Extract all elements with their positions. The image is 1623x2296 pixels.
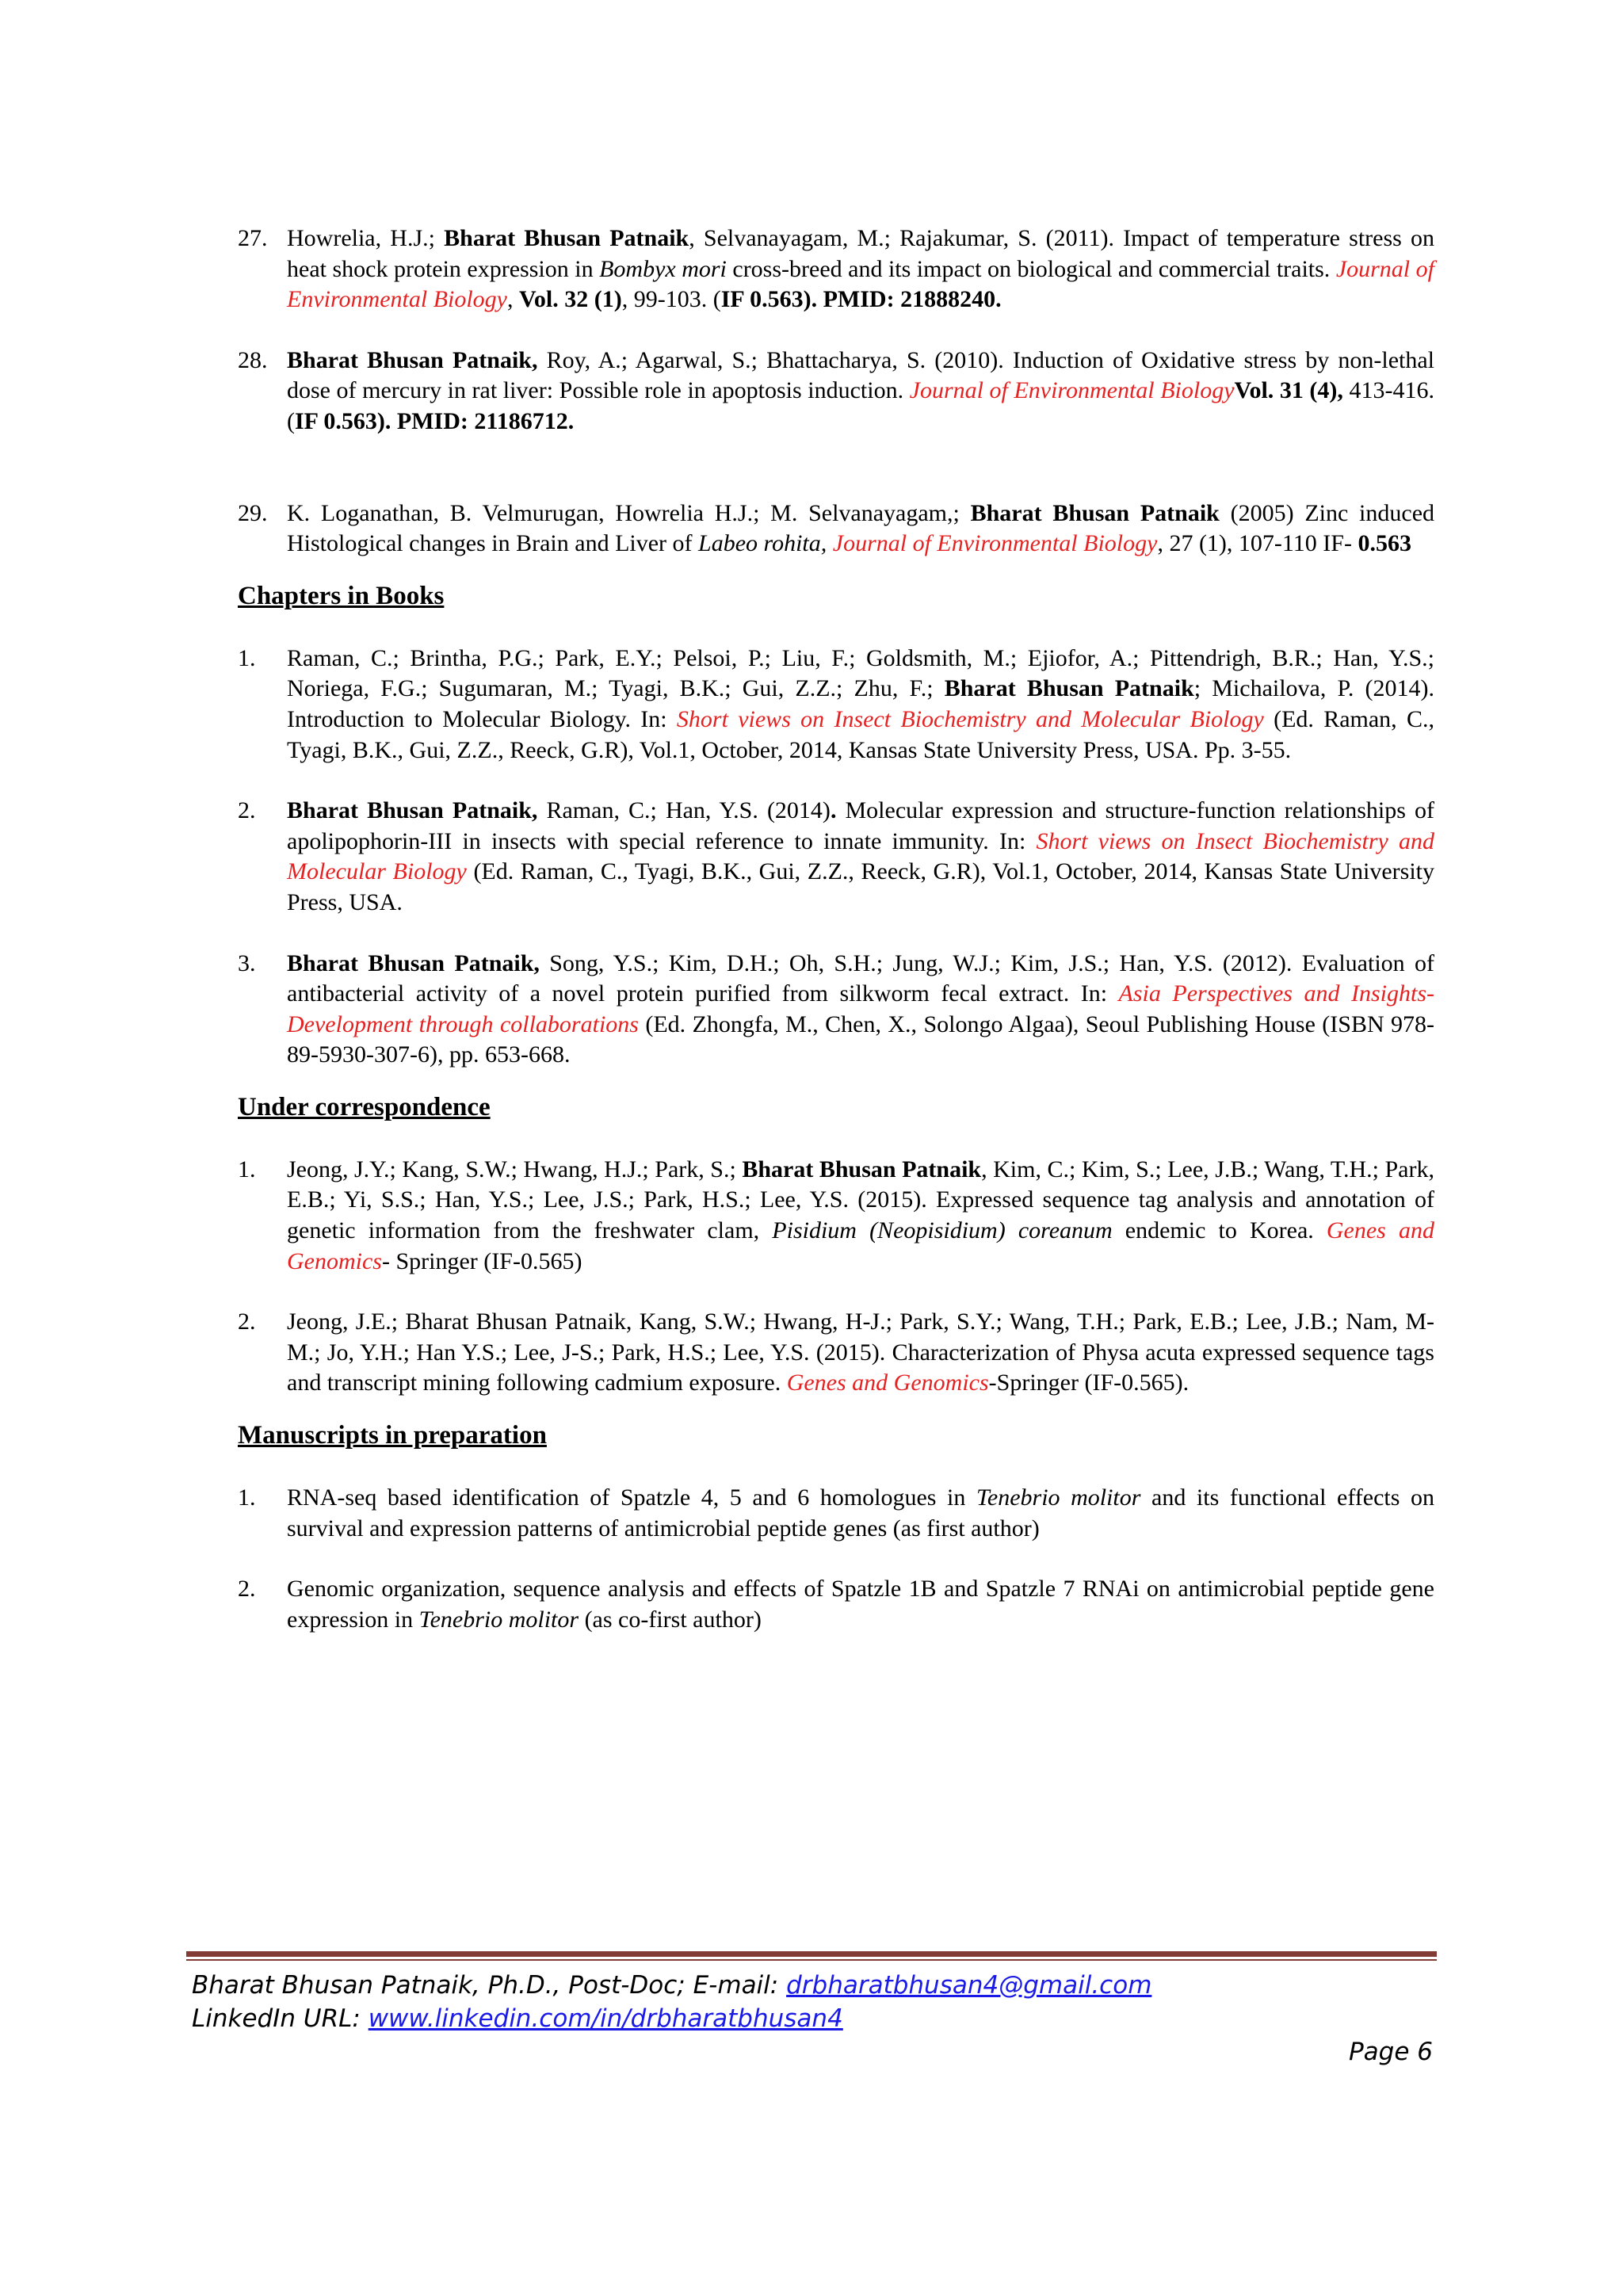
section-heading: Chapters in Books bbox=[238, 581, 445, 610]
footer-linkedin-line bbox=[192, 2002, 1433, 2035]
text-run: Jeong, J.E.; Bharat Bhusan Patnaik, Kang, S.W.; Hwang, H-J.; Park, S.Y.; Wang, T.H.; Park, E.B.; Lee, J.B.; Nam, M-M.; Jo, Y.H.; Han Y.S.; Lee, J-S.; Park, H.S.; Lee, Y.S. (2015). Characterization of Physa acuta expressed sequence tags and transcript mining following cadmium exposure. bbox=[287, 1308, 1434, 1396]
bold-text: IF 0.563 bbox=[295, 407, 377, 434]
email-link[interactable]: drbharatbhusan4@gmail.com bbox=[786, 1971, 1152, 2000]
text-run: , bbox=[507, 286, 519, 313]
text-run: (Ed. Zhongfa, M., Chen, X., Solongo Algaa), Seoul Publishing House (ISBN 978-89-5930-307-6), pp. 653-668. bbox=[287, 1010, 1435, 1068]
italic-text: Pisidium (Neopisidium) coreanum bbox=[772, 1217, 1113, 1244]
page-content bbox=[238, 223, 1434, 1635]
text-run: 413-416. ( bbox=[287, 377, 1434, 434]
text-run: K. Loganathan, B. Velmurugan, Howrelia H.J.; M. Selvanayagam,; bbox=[287, 499, 971, 526]
text-run: Song, Y.S.; Kim, D.H.; Oh, S.H.; Jung, W.J.; Kim, J.S.; Han, Y.S. (2012). Evaluation of antibacterial activity of a novel protein purified from silkworm fecal extract. In: bbox=[287, 949, 1434, 1007]
text-run bbox=[827, 530, 833, 556]
text-run: endemic to Korea. bbox=[1112, 1217, 1327, 1244]
section-heading: Manuscripts in preparation bbox=[238, 1421, 547, 1450]
item-number: 1. bbox=[238, 1156, 256, 1182]
item-number: 1. bbox=[238, 1484, 256, 1511]
text-run: , 99-103. ( bbox=[621, 286, 721, 313]
publication-list bbox=[238, 223, 1434, 560]
entry-text bbox=[287, 346, 1434, 437]
item-number: 2. bbox=[238, 1576, 256, 1603]
item-number: 3. bbox=[238, 949, 256, 976]
text-run: Roy, A.; Agarwal, S.; Bhattacharya, S. (2010). Induction of Oxidative stress by non-lethal dose of mercury in rat liver: Possible role in apoptosis induction. bbox=[287, 346, 1435, 404]
bold-text: Bharat Bhusan Patnaik bbox=[970, 499, 1220, 526]
footer-name: Bharat Bhusan Patnaik, Ph.D., Post-Doc; E-mail: bbox=[192, 1971, 787, 2000]
italic-text: Labeo rohita, bbox=[698, 530, 827, 557]
journal-title: Short views on Insect Biochemistry and Molecular Biology bbox=[676, 705, 1264, 732]
bold-text: ). bbox=[803, 286, 823, 313]
bold-text: IF 0.563 bbox=[720, 286, 804, 313]
bold-text: Bharat Bhusan Patnaik bbox=[742, 1156, 982, 1182]
italic-text: Tenebrio molitor bbox=[976, 1484, 1141, 1511]
journal-title: Genes and Genomics bbox=[786, 1370, 989, 1396]
item-number: 2. bbox=[238, 797, 256, 824]
item-text bbox=[287, 1483, 1434, 1544]
publication-entry bbox=[238, 346, 1434, 437]
text-run: - Springer (IF-0.565) bbox=[381, 1247, 582, 1274]
text-run: Genomic organization, sequence analysis and effects of Spatzle 1B and Spatzle 7 RNAi on antimicrobial peptide gene expression in bbox=[287, 1576, 1434, 1633]
linkedin-link[interactable]: www.linkedin.com/in/drbharatbhusan4 bbox=[368, 2004, 843, 2033]
item-text bbox=[287, 1307, 1434, 1399]
footer-rule bbox=[186, 1951, 1437, 1961]
bold-text: . bbox=[830, 797, 837, 824]
publication-entry bbox=[238, 223, 1434, 315]
section-heading: Under correspondence bbox=[238, 1092, 491, 1121]
entry-number: 28. bbox=[238, 346, 268, 373]
text-run: , Kim, C.; Kim, S.; Lee, J.B.; Wang, T.H.; Park, E.B.; Yi, S.S.; Han, Y.S.; Lee, J.S.; Park, H.S.; Lee, Y.S. (2015). Expressed sequence tag analysis and annotation of genetic information from the freshwater clam, bbox=[287, 1156, 1434, 1244]
list-item bbox=[238, 644, 1434, 766]
item-text bbox=[287, 644, 1434, 766]
publication-entry bbox=[238, 499, 1434, 560]
text-run: (2005) Zinc induced Histological changes in Brain and Liver of bbox=[287, 499, 1435, 557]
text-run: Jeong, J.Y.; Kang, S.W.; Hwang, H.J.; Park, S.; bbox=[287, 1156, 743, 1182]
item-number: 2. bbox=[238, 1308, 256, 1335]
text-run: , Selvanayagam, M.; Rajakumar, S. (2011). Impact of temperature stress on heat shock protein expression in bbox=[287, 225, 1434, 282]
list-item bbox=[238, 1483, 1434, 1544]
journal-title: Journal of Environmental Biology bbox=[832, 530, 1158, 557]
list-item bbox=[238, 949, 1434, 1071]
bold-text: Bharat Bhusan Patnaik, bbox=[287, 346, 538, 373]
item-text bbox=[287, 796, 1434, 918]
text-run: (Ed. Raman, C., Tyagi, B.K., Gui, Z.Z., Reeck, G.R), Vol.1, October, 2014, Kansas State University Press, USA. bbox=[287, 858, 1434, 915]
text-run: -Springer (IF-0.565). bbox=[988, 1370, 1190, 1396]
journal-title: Genes and Genomics bbox=[287, 1217, 1434, 1274]
bold-text: Vol. 31 (4), bbox=[1234, 377, 1343, 404]
text-run: ; Michailova, P. (2014). Introduction to Molecular Biology. In: bbox=[287, 675, 1434, 732]
text-run: RNA-seq based identification of Spatzle 4, 5 and 6 homologues in bbox=[287, 1484, 976, 1511]
item-number: 1. bbox=[238, 644, 256, 671]
text-run: cross-breed and its impact on biological and commercial traits. bbox=[726, 255, 1336, 282]
journal-title: Journal of Environmental Biology bbox=[287, 255, 1434, 313]
italic-text: Tenebrio molitor bbox=[418, 1606, 579, 1633]
bold-text: Bharat Bhusan Patnaik bbox=[944, 675, 1194, 702]
linkedin-label: LinkedIn URL: bbox=[192, 2004, 369, 2033]
text-run: Raman, C.; Brintha, P.G.; Park, E.Y.; Pelsoi, P.; Liu, F.; Goldsmith, M.; Ejiofor, A.; Pittendrigh, B.R.; Han, Y.S.; Noriega, F.G.; Sugumaran, M.; Tyagi, B.K.; Gui, Z.Z.; Zhu, F.; bbox=[287, 644, 1434, 702]
bold-text: PMID: 21888240. bbox=[823, 286, 1002, 313]
text-run: and its functional effects on survival and expression patterns of antimicrobial peptide genes (as first author) bbox=[287, 1484, 1434, 1541]
list-item bbox=[238, 1155, 1434, 1277]
list-item bbox=[238, 1574, 1434, 1635]
page-footer bbox=[192, 1969, 1433, 2069]
text-run: , 27 (1), 107-110 IF- bbox=[1157, 530, 1358, 557]
entry-number: 27. bbox=[238, 225, 268, 251]
item-text bbox=[287, 949, 1434, 1071]
text-run: (Ed. Raman, C., Tyagi, B.K., Gui, Z.Z., Reeck, G.R), Vol.1, October, 2014, Kansas State University Press, USA. Pp. 3-55. bbox=[287, 705, 1434, 763]
bold-text: Bharat Bhusan Patnaik, bbox=[287, 949, 540, 976]
bold-text: Vol. 32 (1) bbox=[519, 286, 622, 313]
text-run: (as co-first author) bbox=[579, 1606, 762, 1633]
item-text bbox=[287, 1574, 1434, 1635]
bold-text: Bharat Bhusan Patnaik, bbox=[287, 797, 538, 824]
text-run: Molecular expression and structure-function relationships of apolipophorin-III in insects with special reference to innate immunity. In: bbox=[287, 797, 1435, 854]
bold-text: Bharat Bhusan Patnaik bbox=[444, 225, 689, 251]
bold-text: ). PMID: 21186712. bbox=[376, 407, 575, 434]
list-item bbox=[238, 796, 1434, 918]
text-run: Howrelia, H.J.; bbox=[287, 225, 445, 251]
text-run: Raman, C.; Han, Y.S. (2014) bbox=[537, 797, 831, 824]
footer-contact-line bbox=[192, 1969, 1433, 2002]
bold-text: 0.563 bbox=[1358, 530, 1411, 557]
list-item bbox=[238, 1307, 1434, 1399]
italic-text: Bombyx mori bbox=[599, 255, 727, 282]
journal-title: Asia Perspectives and Insights-Development through collaborations bbox=[287, 980, 1434, 1037]
entry-text bbox=[287, 223, 1434, 315]
item-text bbox=[287, 1155, 1434, 1277]
journal-title: Short views on Insect Biochemistry and Molecular Biology bbox=[287, 827, 1434, 885]
entry-text bbox=[287, 499, 1434, 560]
page-number: Page 6 bbox=[1348, 2038, 1433, 2066]
entry-number: 29. bbox=[238, 499, 268, 526]
journal-title: Journal of Environmental Biology bbox=[909, 377, 1235, 404]
